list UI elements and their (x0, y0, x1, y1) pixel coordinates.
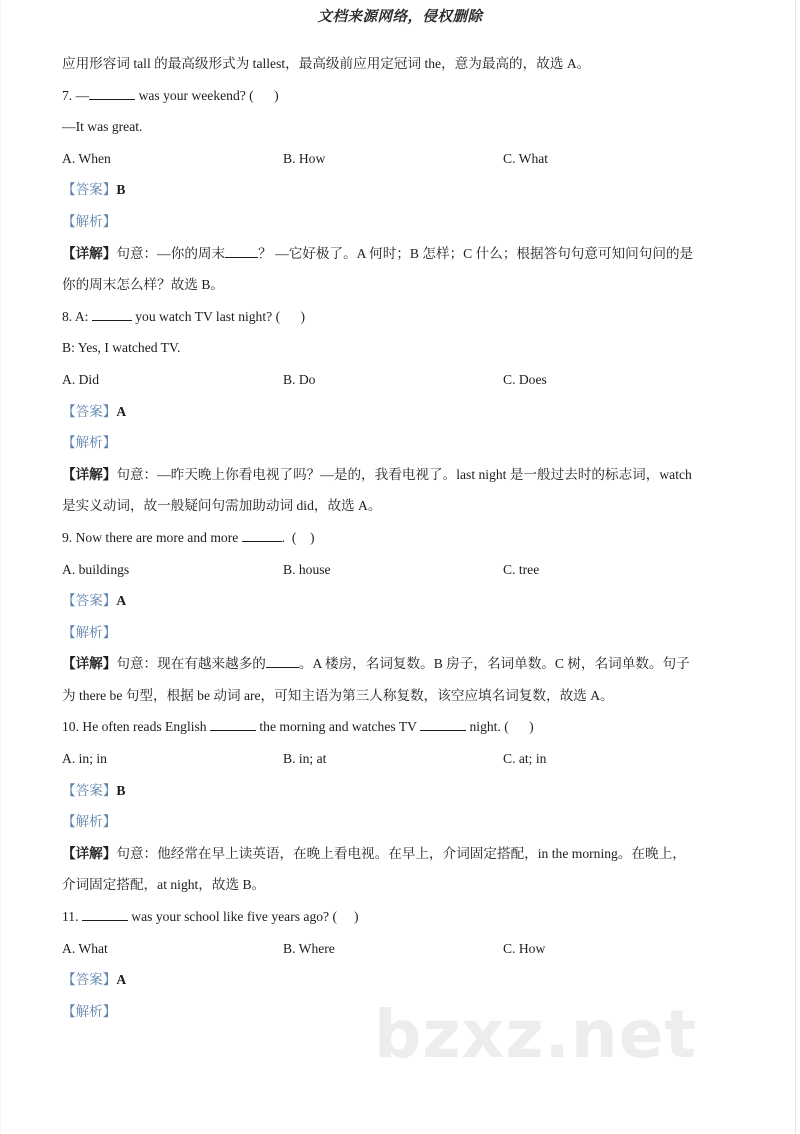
option-a[interactable]: A. Did (62, 371, 100, 387)
option-b[interactable]: B. Do (283, 371, 316, 387)
question-stem-11-suffix: was your school like five years ago? ( ) (127, 909, 359, 925)
question-stem-7-prefix: 7. — (62, 87, 90, 103)
analysis-tag: 【解析】 (62, 814, 117, 830)
question-options-10 (62, 743, 734, 775)
detail-tag: 【详解】 (62, 656, 117, 672)
detail-paragraph-7 (62, 238, 734, 270)
analysis-tag: 【解析】 (62, 624, 117, 640)
answer-blank (266, 667, 299, 668)
answer-line-8 (62, 396, 734, 428)
answer-tag: 【答案】 (62, 403, 117, 419)
option-b[interactable]: B. How (283, 150, 326, 166)
question-reply-7: —It was great. (62, 119, 143, 135)
option-b[interactable]: B. Where (283, 940, 335, 956)
detail-tag: 【详解】 (62, 845, 117, 861)
option-a[interactable]: A. buildings (62, 561, 130, 577)
answer-blank (242, 541, 282, 542)
question-stem-7-suffix: was your weekend? ( ) (135, 87, 279, 103)
watermark: bzxz.net (374, 996, 698, 1073)
option-a[interactable]: A. What (62, 940, 108, 956)
detail-text-prefix: 句意：他经常在早上读英语，在晚上看电视。在早上，介词固定搭配，in the morning。在晚上， (116, 845, 686, 861)
question-stem-10-prefix: 10. He often reads English (62, 719, 210, 735)
analysis-line-10 (62, 806, 734, 838)
detail-text-prefix: 句意：现在有越来越多的 (116, 656, 266, 672)
answer-tag: 【答案】 (62, 593, 117, 609)
answer-value: A (116, 403, 127, 419)
answer-line-10 (62, 775, 734, 807)
detail-paragraph-8-line2: 是实义动词，故一般疑问句需加助动词 did，故选 A。 (62, 498, 382, 514)
option-c[interactable]: C. at; in (503, 751, 547, 767)
answer-tag: 【答案】 (62, 782, 117, 798)
option-a[interactable]: A. in; in (62, 751, 107, 767)
intro-paragraph: 应用形容词 tall 的最高级形式为 tallest，最高级前应用定冠词 the，意为最高的，故选 A。 (62, 56, 591, 71)
option-c[interactable]: C. Does (503, 371, 547, 387)
answer-blank (225, 257, 258, 258)
answer-line-7 (62, 174, 734, 206)
page-edge-right (795, 0, 796, 1134)
option-b[interactable]: B. house (283, 561, 331, 577)
answer-tag: 【答案】 (62, 972, 117, 988)
answer-blank (82, 920, 128, 921)
detail-paragraph-9 (62, 648, 734, 680)
question-stem-9-prefix: 9. Now there are more and more (62, 529, 242, 545)
document-content (62, 48, 734, 1027)
detail-text-suffix: 。A 楼房，名词复数。B 房子，名词单数。C 树，名词单数。句子 (298, 656, 690, 672)
answer-value: A (116, 593, 127, 609)
document-header (0, 0, 800, 26)
answer-value: B (116, 782, 126, 798)
answer-value: A (116, 972, 127, 988)
question-stem-10-suffix: night. ( ) (466, 719, 534, 735)
option-c[interactable]: C. tree (503, 561, 540, 577)
document-header-text: 文档来源网络，侵权删除 (317, 8, 483, 25)
detail-text-prefix: 句意：—昨天晚上你看电视了吗？—是的，我看电视了。last night 是一般过去时的标志词，watch (116, 466, 692, 482)
question-options-9 (62, 554, 734, 586)
answer-blank (210, 730, 256, 731)
detail-paragraph-7-line2: 你的周末怎么样？故选 B。 (62, 277, 224, 293)
question-stem-10-mid: the morning and watches TV (256, 719, 421, 735)
detail-paragraph-10 (62, 838, 734, 870)
analysis-line-8 (62, 427, 734, 459)
answer-blank (89, 99, 135, 100)
analysis-tag: 【解析】 (62, 213, 117, 229)
option-a[interactable]: A. When (62, 150, 111, 166)
detail-tag: 【详解】 (62, 466, 117, 482)
answer-tag: 【答案】 (62, 182, 117, 198)
option-c[interactable]: C. What (503, 150, 549, 166)
question-stem-7 (62, 80, 734, 112)
answer-value: B (116, 182, 126, 198)
answer-blank (92, 320, 132, 321)
question-options-11 (62, 933, 734, 965)
answer-blank (420, 730, 466, 731)
analysis-line-9 (62, 617, 734, 649)
option-b[interactable]: B. in; at (283, 751, 327, 767)
detail-text-suffix: ？ —它好极了。A 何时；B 怎样；C 什么；根据答句句意可知问句问的是 (258, 245, 694, 261)
answer-line-9 (62, 585, 734, 617)
detail-paragraph-10-line2: 介词固定搭配，at night，故选 B。 (62, 877, 266, 893)
question-stem-11 (62, 901, 734, 933)
question-options-8 (62, 364, 734, 396)
question-stem-9 (62, 522, 734, 554)
analysis-line-11 (62, 996, 734, 1028)
page-edge-left (0, 0, 1, 1134)
analysis-line-7 (62, 206, 734, 238)
answer-line-11 (62, 964, 734, 996)
question-stem-8-suffix: you watch TV last night? ( ) (131, 308, 306, 324)
question-reply-8: B: Yes, I watched TV. (62, 340, 181, 356)
option-c[interactable]: C. How (503, 940, 546, 956)
detail-paragraph-8 (62, 459, 734, 491)
question-stem-8 (62, 301, 734, 333)
question-options-7 (62, 143, 734, 175)
detail-text-prefix: 句意：—你的周末 (116, 245, 226, 261)
question-stem-9-suffix: . ( ) (281, 529, 315, 545)
question-stem-10 (62, 711, 734, 743)
analysis-tag: 【解析】 (62, 1003, 117, 1019)
question-stem-11-prefix: 11. (62, 909, 82, 925)
question-stem-8-prefix: 8. A: (62, 308, 92, 324)
detail-paragraph-9-line2: 为 there be 句型，根据 be 动词 are，可知主语为第三人称复数，该空应填名词复数，故选 A。 (62, 687, 614, 703)
detail-tag: 【详解】 (62, 245, 117, 261)
analysis-tag: 【解析】 (62, 435, 117, 451)
